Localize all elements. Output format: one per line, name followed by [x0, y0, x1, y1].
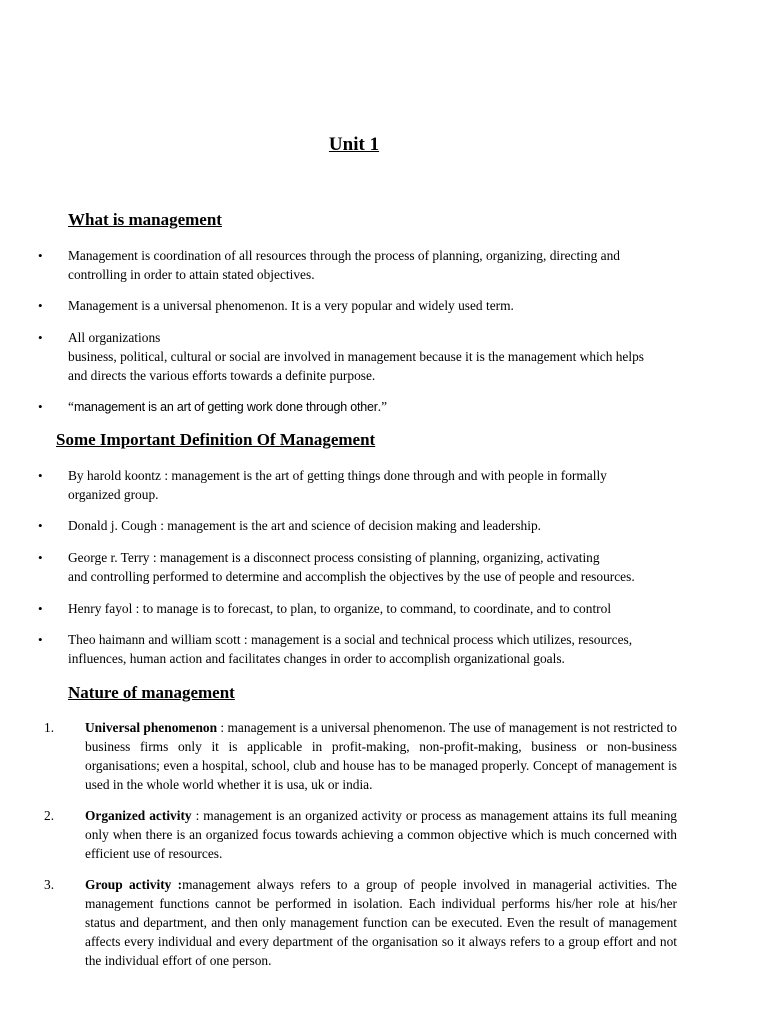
- bullet-icon: •: [38, 550, 43, 565]
- item-body: : management is an organized activity or process as management attains its full meaning only when there is an organized focus towards achieving a common objective which is much concerned with efficient use of resources.: [85, 808, 677, 861]
- bullet-icon: •: [38, 330, 43, 345]
- bullet-icon: •: [38, 298, 43, 313]
- item-term: Group activity :: [85, 877, 183, 892]
- heading-important-definitions: Some Important Definition Of Management: [56, 430, 376, 449]
- bullet-icon: •: [38, 632, 43, 647]
- item-body: : management is a universal phenomenon. The use of management is not restricted to business firms only it is applicable in profit-making, non-profit-making, business or non-business organisations; even a hospital, school, club and house has to be managed properly. Concept of management is used in the whole world whether it is usa, uk or india.: [85, 720, 677, 792]
- bullet-icon: •: [38, 601, 43, 616]
- page-title: Unit 1: [328, 134, 380, 155]
- bullet-icon: •: [38, 518, 43, 533]
- item-number: 2.: [44, 808, 55, 823]
- heading-what-is-management: What is management: [68, 210, 222, 229]
- document-page: Unit 1 What is management • Management is coordination of all resources through the process of planning, organizing, directing and controlling in order to attain stated objectives. • Management is a universal phenomenon. It is a very popular and widely used term. • All organizations business, political, cultural or social are involved in management because it is the management which helps and directs the various efforts towards a definite purpose. • “management is an art of getting work done through other.” Some Important Definition Of Management • By harold koontz : management is the art of getting things done through and with people in formally organized group. • Donald j. Cough : management is the art and science of decision making and leadership. • George r. Terry : management is a disconnect process consisting of planning, organizing, activating and controlling performed to determine and accomplish the objectives by the use of people and resources. • Henry fayol : to manage is to forecast, to plan, to organize, to command, to coordinate, and to control • Theo haimann and william scott : management is a social and technical process which utilizes, resources, influences, human action and facilitates changes in order to accomplish organizational goals. Nature of management 1. Universal phenomenon : management is a universal phenomenon. The use of management is not restricted to business firms only it is applicable in profit-making, non-profit-making, business or non-business organisations; even a hospital, school, club and house has to be managed properly. Concept of management is used in the whole world whether it is usa, uk or india. 2. Organized activity : management is an organized activity or process as management attains its full meaning only when there is an organized focus towards achieving a common objective which is much concerned with efficient use of resources. 3. Group activity :management always refers to a group of people involved in managerial activities. The management functions cannot be performed in isolation. Each individual performs his/her role at his/her status and department, and then only management function can be executed. Even the result of management affects every individual and every department of the organisation so it always refers to a group effort and not the individual effort of one person.: [0, 0, 768, 1024]
- bullet-icon: •: [38, 468, 43, 483]
- bullet-icon: •: [38, 399, 43, 414]
- item-body: management always refers to a group of people involved in managerial activities. The management functions cannot be performed in isolation. Each individual performs his/her role at his/her status and department, and then only management function can be executed. Even the result of management affects every individual and every department of the organisation so it always refers to a group effort and not the individual effort of one person.: [85, 877, 678, 968]
- item-number: 3.: [44, 877, 55, 892]
- item-number: 1.: [44, 720, 55, 735]
- bullet-icon: •: [38, 248, 43, 263]
- item-term: Universal phenomenon: [85, 720, 218, 735]
- heading-nature-of-management: Nature of management: [68, 683, 235, 702]
- item-term: Organized activity: [85, 808, 192, 823]
